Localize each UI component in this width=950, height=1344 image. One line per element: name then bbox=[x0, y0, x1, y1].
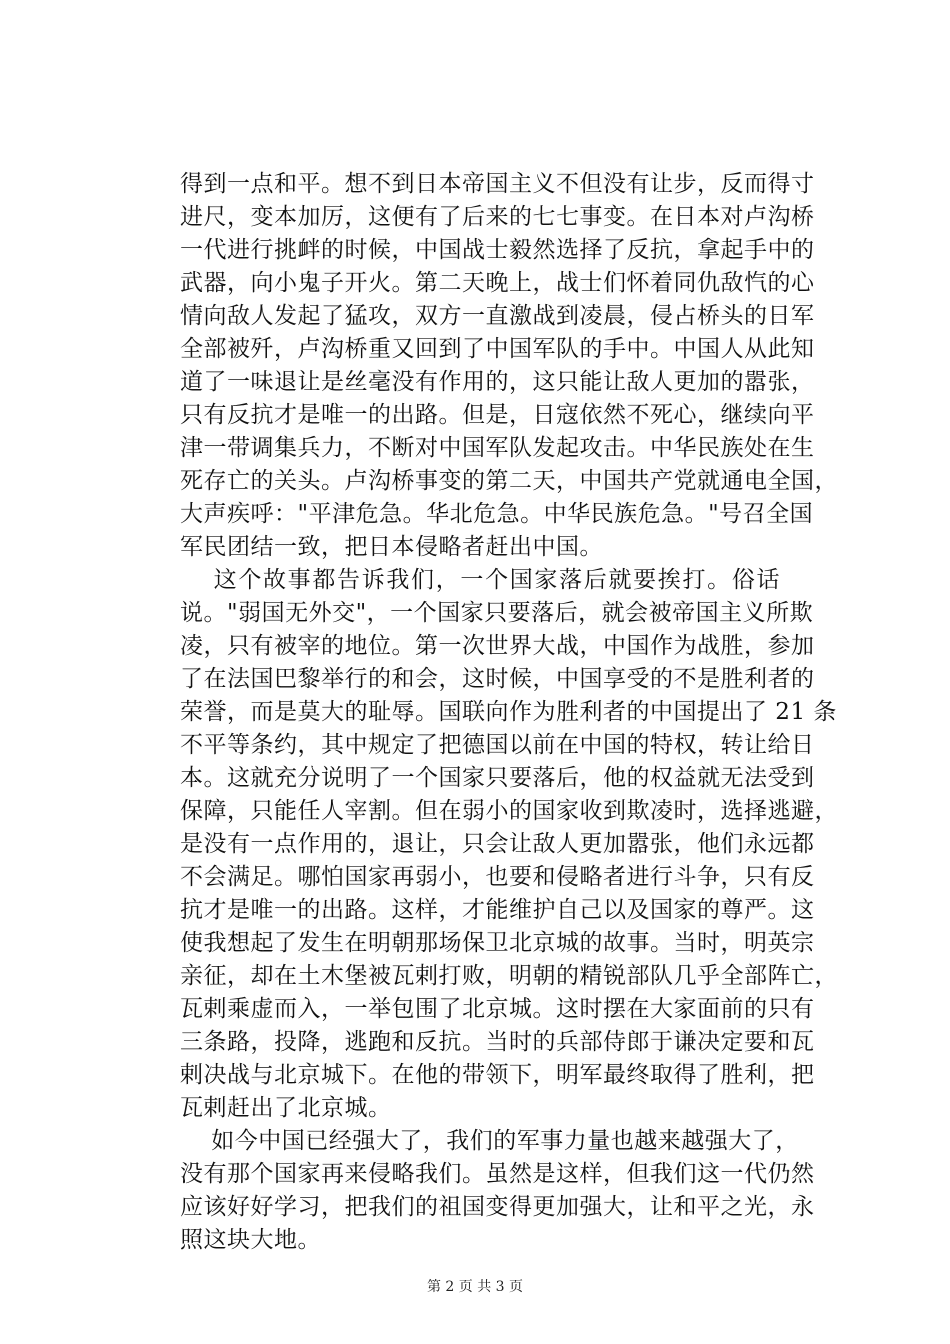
text-line: 军民团结一致，把日本侵略者赶出中国。 bbox=[180, 534, 603, 560]
text-line: 三条路，投降，逃跑和反抗。当时的兵部侍郎于谦决定要和瓦 bbox=[180, 1029, 815, 1055]
text-line: 使我想起了发生在明朝那场保卫北京城的故事。当时，明英宗 bbox=[180, 930, 815, 956]
document-body bbox=[180, 168, 838, 1257]
text-line: 不会满足。哪怕国家再弱小，也要和侵略者进行斗争，只有反 bbox=[180, 864, 815, 890]
text-line: 只有反抗才是唯一的出路。但是，日寇依然不死心，继续向平 bbox=[180, 402, 815, 428]
text-line: 全部被歼，卢沟桥重又回到了中国军队的手中。中国人从此知 bbox=[180, 336, 815, 362]
text-line: 保障，只能任人宰割。但在弱小的国家收到欺凌时，选择逃避， bbox=[180, 798, 838, 824]
text-line: 如今中国已经强大了，我们的军事力量也越来越强大了， bbox=[180, 1128, 799, 1154]
text-line: 凌，只有被宰的地位。第一次世界大战，中国作为战胜，参加 bbox=[180, 633, 815, 659]
text-line: 道了一味退让是丝毫没有作用的，这只能让敌人更加的嚣张， bbox=[180, 369, 815, 395]
text-line: 照这块大地。 bbox=[180, 1227, 321, 1253]
text-line: 是没有一点作用的，退让，只会让敌人更加嚣张，他们永远都 bbox=[180, 831, 815, 857]
text-line: 了在法国巴黎举行的和会，这时候，中国享受的不是胜利者的 bbox=[180, 666, 815, 692]
text-line: 情向敌人发起了猛攻，双方一直激战到凌晨，侵占桥头的日军 bbox=[180, 303, 815, 329]
text-line: 一代进行挑衅的时候，中国战士毅然选择了反抗，拿起手中的 bbox=[180, 237, 815, 263]
text-line: 得到一点和平。想不到日本帝国主义不但没有让步，反而得寸 bbox=[180, 171, 815, 197]
text-line: 不平等条约，其中规定了把德国以前在中国的特权，转让给日 bbox=[180, 732, 815, 758]
text-line: 这个故事都告诉我们，一个国家落后就要挨打。俗话 bbox=[180, 567, 780, 593]
text-line: 说。"弱国无外交"，一个国家只要落后，就会被帝国主义所欺 bbox=[180, 600, 814, 626]
text-line: 死存亡的关头。卢沟桥事变的第二天，中国共产党就通电全国， bbox=[180, 468, 838, 494]
text-line: 荣誉，而是莫大的耻辱。国联向作为胜利者的中国提出了 21 条 bbox=[180, 699, 837, 725]
text-line: 亲征，却在土木堡被瓦剌打败，明朝的精锐部队几乎全部阵亡， bbox=[180, 963, 838, 989]
text-line: 津一带调集兵力，不断对中国军队发起攻击。中华民族处在生 bbox=[180, 435, 815, 461]
text-line: 本。这就充分说明了一个国家只要落后，他的权益就无法受到 bbox=[180, 765, 815, 791]
page-footer: 第 2 页 共 3 页 bbox=[426, 1279, 524, 1295]
text-line: 应该好好学习，把我们的祖国变得更加强大，让和平之光，永 bbox=[180, 1194, 815, 1220]
text-line: 瓦剌赶出了北京城。 bbox=[180, 1095, 392, 1121]
text-line: 大声疾呼："平津危急。华北危急。中华民族危急。"号召全国 bbox=[180, 501, 814, 527]
text-line: 没有那个国家再来侵略我们。虽然是这样，但我们这一代仍然 bbox=[180, 1161, 815, 1187]
text-line: 武器，向小鬼子开火。第二天晚上，战士们怀着同仇敌忾的心 bbox=[180, 270, 815, 296]
text-line: 抗才是唯一的出路。这样，才能维护自己以及国家的尊严。这 bbox=[180, 897, 815, 923]
text-line: 瓦剌乘虚而入，一举包围了北京城。这时摆在大家面前的只有 bbox=[180, 996, 815, 1022]
text-line: 进尺，变本加厉，这便有了后来的七七事变。在日本对卢沟桥 bbox=[180, 204, 815, 230]
text-line: 剌决战与北京城下。在他的带领下，明军最终取得了胜利，把 bbox=[180, 1062, 815, 1088]
